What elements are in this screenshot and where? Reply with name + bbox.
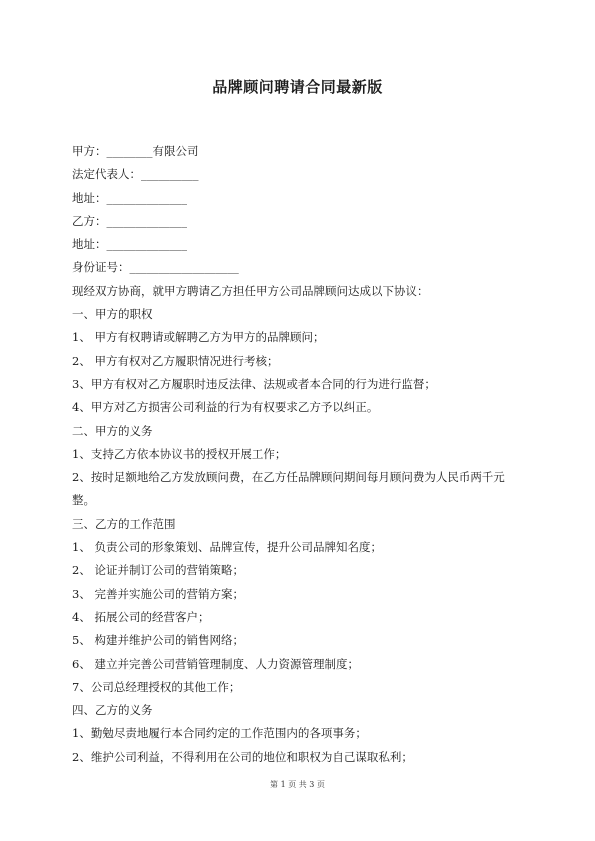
clause-line: 7、公司总经理授权的其他工作；: [72, 679, 241, 694]
party-b-address-line: 地址：______________: [72, 237, 187, 252]
preamble-line: 现经双方协商，就甲方聘请乙方担任甲方公司品牌顾问达成以下协议：: [72, 283, 429, 298]
clause-line: 5、 构建并维护公司的销售网络；: [72, 633, 244, 648]
clause-line: 1、 负责公司的形象策划、品牌宣传，提升公司品牌知名度；: [72, 540, 382, 555]
clause-line: 3、甲方有权对乙方履职时违反法律、法规或者本合同的行为进行监督；: [72, 376, 436, 391]
party-a-address-line: 地址：______________: [72, 190, 187, 205]
clause-line: 1、勤勉尽责地履行本合同约定的工作范围内的各项事务；: [72, 726, 367, 741]
clause-paragraph: 2、按时足额地给乙方发放顾问费，在乙方任品牌顾问期间每月顾问费为人民币两千元整。: [72, 470, 505, 508]
section-heading: 一、甲方的职权: [72, 307, 153, 322]
legal-rep-line: 法定代表人：__________: [72, 167, 199, 182]
clause-line: 4、 拓展公司的经营客户；: [72, 609, 210, 624]
section-heading: 二、甲方的义务: [72, 423, 153, 438]
clause-line: 3、 完善并实施公司的营销方案；: [72, 586, 244, 601]
section-heading: 三、乙方的工作范围: [72, 516, 176, 531]
document-title: 品牌顾问聘请合同最新版: [212, 78, 383, 96]
clause-line: 1、 甲方有权聘请或解聘乙方为甲方的品牌顾问；: [72, 330, 325, 345]
document-body: [72, 140, 527, 769]
clause-line: 2、 甲方有权对乙方履职情况进行考核；: [72, 353, 279, 368]
section-heading: 四、乙方的义务: [72, 703, 153, 718]
clause-line: 4、甲方对乙方损害公司利益的行为有权要求乙方予以纠正。: [72, 400, 379, 415]
clause-line: 2、维护公司利益，不得利用在公司的地位和职权为自己谋取私利；: [72, 749, 413, 764]
clause-line: 1、支持乙方依本协议书的授权开展工作；: [72, 446, 287, 461]
party-a-line: 甲方：________有限公司: [72, 144, 199, 158]
clause-line: 6、 建立并完善公司营销管理制度、人力资源管理制度；: [72, 656, 359, 671]
page-number-footer: 第 1 页 共 3 页: [270, 780, 325, 789]
clause-line: 2、 论证并制订公司的营销策略；: [72, 563, 244, 578]
id-number-line: 身份证号：___________________: [72, 260, 239, 275]
party-b-line: 乙方：______________: [72, 213, 187, 228]
